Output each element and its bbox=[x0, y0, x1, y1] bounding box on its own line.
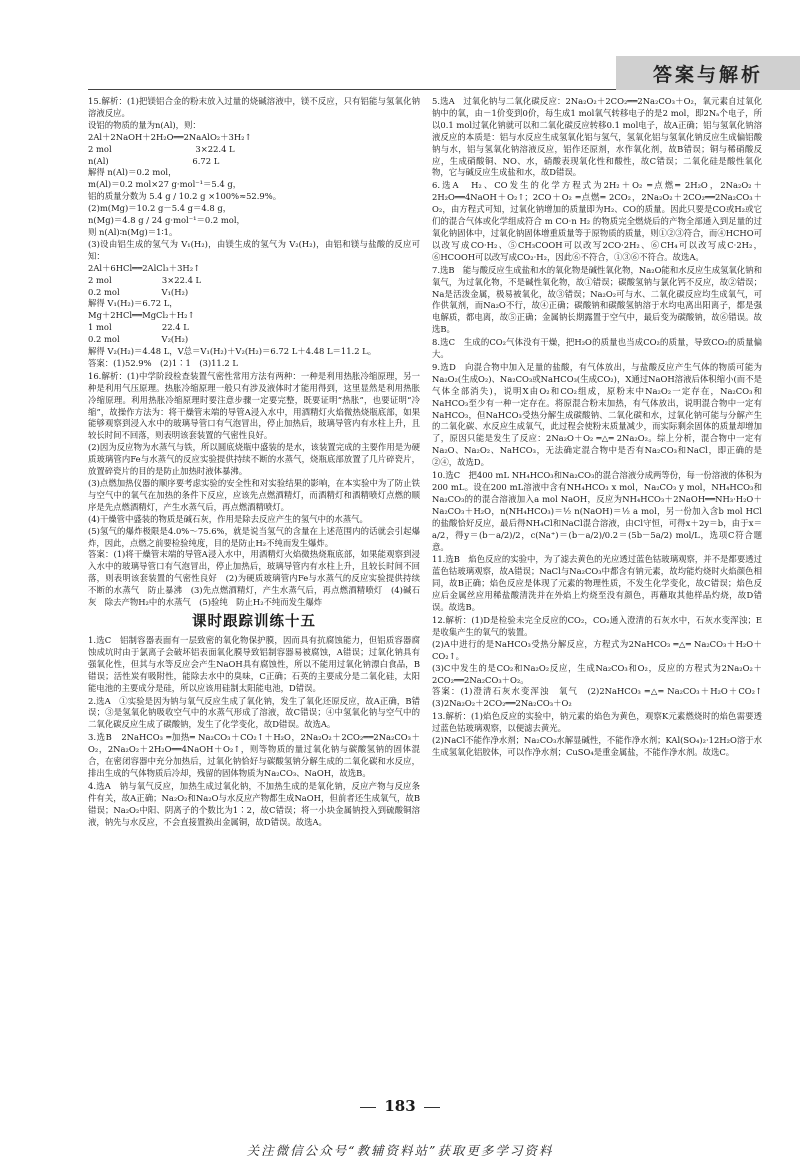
answer-s13: 13.解析：(1)焰色反应的实验中，钠元素的焰色为黄色，观察K元素燃烧时的焰色需要透过蓝色钴玻璃观察，以便滤去黄光。 (2)NaCl不能作净水剂；Na₂CO₃水解显碱性，不能作净水剂；KAl(SO₄)₂·12H₂O溶于水生成氢氧化铝胶体，可以作净水剂；CuSO₄是重金属盐，不能作净水剂。故选C。 bbox=[432, 711, 762, 757]
answer-s3: 3.选B 2NaHCO₃ ═加热═ Na₂CO₃＋CO₂↑＋H₂O，2Na₂O₂＋2CO₂══2Na₂CO₃＋O₂，2Na₂O₂＋2H₂O══4NaOH＋O₂↑，则等物质的量过氧化钠与碳酸氢钠的固体混合，在密闭容器中充分加热后，过氧化钠恰好与碳酸氢钠分解生成的二氧化碳和水反应，排出生成的气体物质后冷却，残留的固体物质为Na₂CO₃、NaOH，故选B。 bbox=[88, 732, 420, 778]
answer-s12: 12.解析：(1)D是检验未完全反应的CO₂，CO₂通入澄清的石灰水中，石灰水变浑浊；E是收集产生的氧气的装置。 (2)A中进行的是NaHCO₃受热分解反应，方程式为2NaHCO₃ ═△═ Na₂CO₃＋H₂O＋CO₂↑。 (3)C中发生的是CO₂和Na₂O₂反应，生成Na₂CO₃和O₂，反应的方程式为2Na₂O₂＋2CO₂══2Na₂CO₃＋O₂。 答案：(1)澄清石灰水变浑浊 氧气 (2)2NaHCO₃ ═△═ Na₂CO₃＋H₂O＋CO₂↑ (3)2Na₂O₂＋2CO₂══2Na₂CO₃＋O₂ bbox=[432, 614, 762, 709]
header-rule bbox=[88, 89, 616, 90]
answer-s4: 4.选A 钠与氧气反应，加热生成过氧化钠，不加热生成的是氧化钠，反应产物与反应条件有关，故A正确；Na₂O₂和Na₂O与水反应产物都生成NaOH，但前者还生成氧气，故B错误；Na₂O₂中阳、阴离子的个数比为1∶2，故C错误；将一小块金属钠投入到硫酸铜溶液，钠先与水反应，不会直接置换出金属铜，故D错误。故选A。 bbox=[88, 780, 420, 827]
answer-s1: 1.选C 铝制容器表面有一层致密的氧化物保护膜，因而具有抗腐蚀能力，但铝质容器腐蚀成坑时由于氯离子会破坏铝表面氧化膜导致铝制容器易被腐蚀，A错误；过氧化钠具有强氧化性，但其与水等反应会产生NaOH具有腐蚀性，所以不能用过氧化钠漂白食品，B错误；活性炭有吸附性，能除去水中的臭味，C正确；石英的主要成分是二氧化硅，太阳能电池的主要成分是硅，所以应该用硅制太阳能电池，D错误。 bbox=[88, 634, 420, 693]
page-number bbox=[0, 1097, 800, 1115]
answer-15: 15.解析：(1)把镁铝合金的粉末放入过量的烧碱溶液中，镁不反应，只有铝能与氢氧化钠溶液反应。 设铝的物质的量为n(Al)，则： 2Al＋2NaOH＋2H₂O══2NaAlO₂＋3H₂↑ 2 mol 3×22.4 L n(Al) 6.72 L 解得 n(Al)＝0.2 mol， m(Al)＝0.2 mol×27 g·mol⁻¹＝5.4 g， 铝的质量分数为 5.4 g / 10.2 g ×100%≈52.9%。 (2)m(Mg)＝10.2 g－5.4 g＝4.8 g， n(Mg)＝4.8 g / 24 g·mol⁻¹＝0.2 mol， 则 n(Al)∶n(Mg)＝1∶1。 (3)设由铝生成的氢气为 V₁(H₂)，由镁生成的氢气为 V₂(H₂)，由铝和镁与盐酸的反应可知： 2Al＋6HCl══2AlCl₃＋3H₂↑ 2 mol 3×22.4 L 0.2 mol V₁(H₂) 解得 V₁(H₂)＝6.72 L， Mg＋2HCl══MgCl₂＋H₂↑ 1 mol 22.4 L 0.2 mol V₂(H₂) 解得 V₂(H₂)＝4.48 L，V总＝V₁(H₂)＋V₂(H₂)＝6.72 L＋4.48 L＝11.2 L。 答案：(1)52.9% (2)1∶1 (3)11.2 L bbox=[88, 96, 420, 368]
section-title: 课时跟踪训练十五 bbox=[192, 613, 316, 630]
right-column bbox=[432, 96, 762, 760]
answer-s6: 6.选A H₂、CO发生的化学方程式为2H₂＋O₂ ═点燃═ 2H₂O，2Na₂O₂＋2H₂O══4NaOH＋O₂↑；2CO＋O₂ ═点燃═ 2CO₂，2Na₂O₂＋2CO₂══2Na₂CO₃＋O₂，由方程式可知，过氧化钠增加的质量即为H₂、CO的质量。因此只要是CO或H₂或它们的混合气体或化学组成符合 m CO·n H₂ 的物质完全燃烧后的产物全部通入到足量的过氧化钠固体中，过氧化钠固体增重质量等于原物质的质量，则①②③符合，而④HCHO可以改写成CO·H₂、⑤CH₃COOH可以改写2CO·2H₂、⑥CH₄可以改写成C·2H₂，⑥HCOOH可以改写成CO₂·H₂，因此⑥不符合，①③⑥不符合。故选A。 bbox=[432, 180, 762, 262]
footer-notice: 关注微信公众号“教辅资料站”获取更多学习资料 bbox=[246, 1143, 554, 1158]
answer-s11: 11.选B 焰色反应的实验中，为了滤去黄色的光应透过蓝色钴玻璃观察，并不是都要透过蓝色钴玻璃观察，故A错误；NaCl与Na₂CO₃中都含有钠元素，故均能灼烧时火焰颜色相同，故B正确；焰色反应是体现了元素的物理性质，不发生化学变化，故C错误；焰色反应后金属丝应用稀盐酸清洗并在外焰上灼烧至没有颜色，再蘸取其他样品灼烧，故D错误。故选B。 bbox=[432, 554, 762, 613]
answer-s8: 8.选C 生成的CO₂气体没有干燥，把H₂O的质量也当成CO₂的质量，导致CO₂的质量偏大。 bbox=[432, 337, 762, 360]
left-column bbox=[88, 96, 420, 829]
answer-s2: 2.选A ①实验是因为钠与氧气反应生成了氧化钠，发生了氧化还原反应，故A正确，B错误；③是氢氧化钠吸收空气中的水蒸气形成了溶液，故C错误；④中氢氧化钠与空气中的二氧化碳反应生成了碳酸钠，发生了化学变化，故D错误。故选A。 bbox=[88, 695, 420, 730]
answer-s5: 5.选A 过氧化钠与二氧化碳反应：2Na₂O₂＋2CO₂══2Na₂CO₃＋O₂，氧元素自过氧化钠中的氧，由－1价变到0价，每生成1 mol氧气转移电子的是2 mol，即2Nₐ个电子，所以0.1 mol过氧化钠就可以和二氧化碳反应转移0.1 mol电子，故A正确；铝与氢氧化钠溶液反应的本质是：铝与水反应生成氢氧化铝与氢气，氢氧化铝与氢氧化钠反应生成偏铝酸钠与水，铝与氢氧化钠溶液反应，铝作还原剂，水作氧化剂，故B错误；铜与稀硝酸反应，生成硝酸铜、NO、水，硝酸表现氧化性和酸性，故C错误；二氧化硅是酸性氧化物，它与碱反应生成盐和水，故D错误。 bbox=[432, 96, 762, 178]
answer-s9: 9.选D 向混合物中加入足量的盐酸，有气体放出，与盐酸反应产生气体的物质可能为Na₂O₂(生成O₂)、Na₂CO₃或NaHCO₃(生成CO₂)，X通过NaOH溶液后体积缩小(而不是气体全部消失)，说明X由O₂和CO₂组成，原粉末中Na₂O₂一定存在，Na₂CO₃和NaHCO₃至少有一种一定存在。将原混合粉末加热，有气体放出，说明混合物中一定有NaHCO₃，但NaHCO₃受热分解生成碳酸钠、二氧化碳和水，过氧化钠可能与分解产生的二氧化碳、水反应生成氧气，此过程会使粉末质量减少，而实际剩余固体的质量却增加了，原因只能是发生了反应：2Na₂O＋O₂ ═△═ 2Na₂O₂。综上分析，混合物中一定有Na₂O、Na₂O₂、NaHCO₃，无法确定混合物中是否有Na₂CO₃和NaCl，即正确的是②④，故选D。 bbox=[432, 361, 762, 468]
header-title: 答案与解析 bbox=[616, 56, 800, 90]
answer-s10: 10.选C 把400 mL NH₄HCO₃和Na₂CO₃的混合溶液分成两等份，每一份溶液的体积为200 mL。设在200 mL溶液中含有NH₄HCO₃ x mol，Na₂CO₃ y mol，NH₄HCO₃和Na₂CO₃的的混合溶液加入a mol NaOH，反应为NH₄HCO₃＋2NaOH══NH₃·H₂O＋Na₂CO₃＋H₂O，n(NH₄HCO₃)＝½ n(NaOH)＝½ a mol，另一份加入含b mol HCl的盐酸恰好反应，最后得NH₄Cl和NaCl混合溶液，由Cl守恒，可得x＋2y＝b，由于x＝a/2，得y＝(b－a/2)/2，c(Na⁺)＝(b－a/2)/0.2＝(5b－5a/2) mol/L，选项C符合题意。 bbox=[432, 470, 762, 552]
page-number-text: 183 bbox=[384, 1097, 416, 1115]
answer-s7: 7.选B 能与酸反应生成盐和水的氧化物是碱性氧化物，Na₂O能和水反应生成氢氧化钠和氧气，为过氧化物，不是碱性氧化物，故①错误；碳酸氢钠与氯化钙不反应，故②错误；Na是活泼金属，极易被氧化，故③错误；Na₂O₂可与水、二氧化碳反应均生成氧气，可作供氧剂，而Na₂O不行，故④正确；碳酸钠和碳酸氢钠溶于水均电离出阳离子，都是强电解质，都电离，故⑤正确；金属钠长期露置于空气中，最后变为碳酸钠，故⑥错误。故选B。 bbox=[432, 264, 762, 335]
answer-16: 16.解析：(1)中学阶段检查装置气密性常用方法有两种：一种是利用热胀冷缩原理，另一种是利用气压原理。热胀冷缩原理一般只有涉及液体时才能用得到，这里显然是利用热胀冷缩原理。利用热胀冷缩原理时要注意步骤一定要完整，既要证明“热胀”，也要证明“冷缩”，故操作方法为：将干燥管末端的导管A浸入水中，用酒精灯火焰微热烧瓶底部，如果能够观察到浸入水中的玻璃导管口有气泡冒出，停止加热后，玻璃导管内有水柱上升，且较长时间不回落，则表明该套装置的气密性良好。 (2)因为反应物为水蒸气与铁，所以圆底烧瓶中盛装的是水，该装置完成的主要作用是为硬质玻璃管内Fe与水蒸气的反应实验提供持续不断的水蒸气，烧瓶底部放置了几片碎瓷片，放置碎瓷片的目的是防止加热时液体暴沸。 (3)点燃加热仪器的顺序要考虑实验的安全性和对实验结果的影响，在本实验中为了防止铁与空气中的氧气在加热的条件下反应，应该先点燃酒精灯，而酒精灯和酒精喷灯点燃的顺序是先点燃酒精灯，产生水蒸气后，再点燃酒精喷灯。 (4)干燥管中盛装的物质是碱石灰，作用是除去反应产生的氢气中的水蒸气。 (5)氢气的爆炸极限是4.0%～75.6%，就是说当氢气的含量在上述范围内的话就会引起爆炸，因此，点燃之前要检验纯度，目的是防止H₂不纯而发生爆炸。 答案：(1)将干燥管末端的导管A浸入水中，用酒精灯火焰微热烧瓶底部，如果能观察到浸入水中的玻璃导管口有气泡冒出，停止加热后，玻璃导管内有水柱上升，且较长时间不回落，则表明该套装置的气密性良好 (2)为硬质玻璃管内Fe与水蒸气的反应实验提供持续不断的水蒸气 防止暴沸 (3)先点燃酒精灯，产生水蒸气后，再点燃酒精喷灯 (4)碱石灰 除去产物H₂中的水蒸气 (5)验纯 防止H₂不纯而发生爆炸 bbox=[88, 370, 420, 608]
